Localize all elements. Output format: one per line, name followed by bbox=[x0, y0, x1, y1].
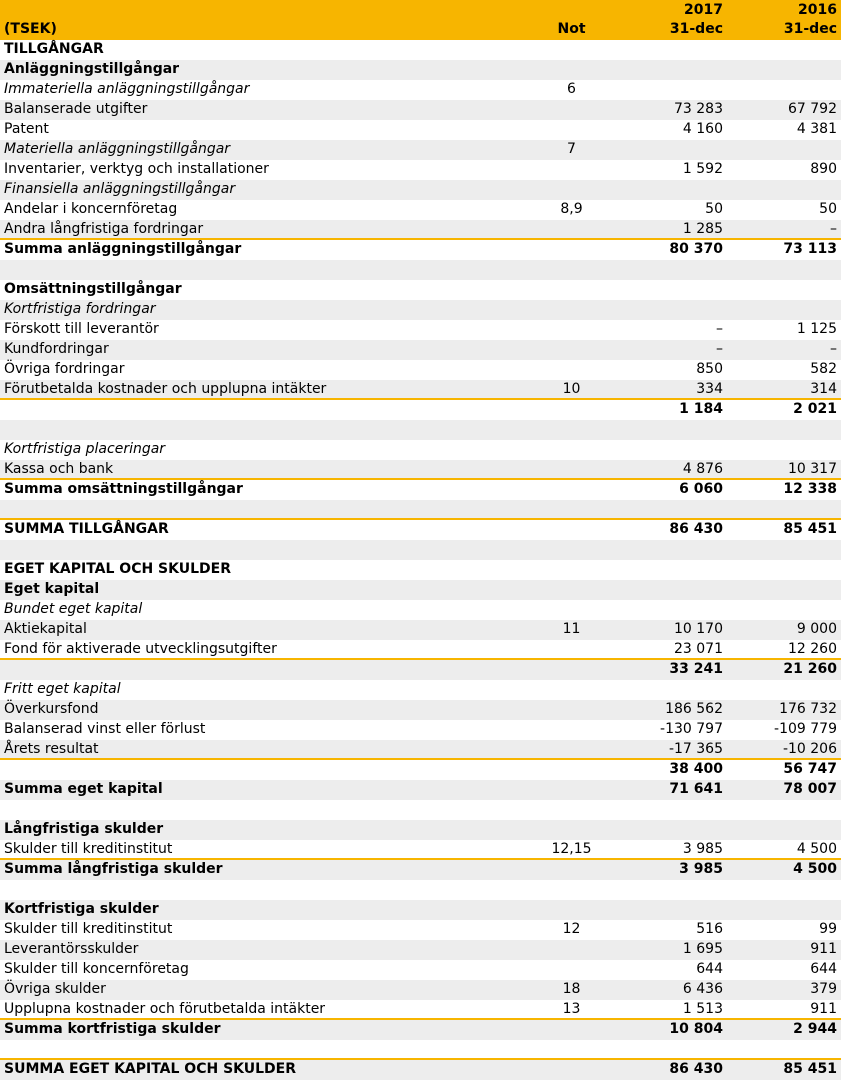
row-value-2016: -10 206 bbox=[782, 741, 837, 757]
table-row bbox=[0, 120, 841, 140]
row-value-2017: 1 184 bbox=[679, 401, 723, 417]
table-row bbox=[0, 700, 841, 720]
row-label: Inventarier, verktyg och installationer bbox=[4, 161, 269, 177]
row-label: Årets resultat bbox=[4, 741, 99, 757]
table-row bbox=[0, 800, 841, 820]
row-value-2017: 23 071 bbox=[674, 641, 723, 657]
table-row bbox=[0, 740, 841, 760]
row-value-2017: 86 430 bbox=[669, 521, 723, 537]
row-value-2016: 314 bbox=[810, 381, 837, 397]
row-value-2017: 4 876 bbox=[682, 461, 723, 477]
row-label: Summa omsättningstillgångar bbox=[4, 481, 243, 497]
row-value-2016: 21 260 bbox=[783, 661, 837, 677]
row-label: Immateriella anläggningstillgångar bbox=[4, 81, 250, 97]
row-note: 7 bbox=[567, 141, 576, 157]
table-row bbox=[0, 440, 841, 460]
row-label: Summa eget kapital bbox=[4, 781, 163, 797]
row-label: SUMMA EGET KAPITAL OCH SKULDER bbox=[4, 1061, 297, 1077]
row-label: EGET KAPITAL OCH SKULDER bbox=[4, 561, 231, 577]
table-row bbox=[0, 40, 841, 60]
row-value-2016: 379 bbox=[810, 981, 837, 997]
row-value-2017: 73 283 bbox=[674, 101, 723, 117]
row-note: 18 bbox=[562, 981, 581, 997]
row-label: Kortfristiga skulder bbox=[4, 901, 159, 917]
row-note: 11 bbox=[562, 621, 581, 637]
table-row bbox=[0, 1020, 841, 1040]
row-label: Skulder till kreditinstitut bbox=[4, 841, 173, 857]
table-header bbox=[0, 0, 841, 40]
row-label: Bundet eget kapital bbox=[4, 601, 143, 617]
row-note: 8,9 bbox=[560, 201, 583, 217]
row-value-2016: 99 bbox=[819, 921, 837, 937]
row-value-2016: 4 500 bbox=[796, 841, 837, 857]
row-note: 12 bbox=[562, 921, 581, 937]
row-value-2017: 71 641 bbox=[669, 781, 723, 797]
row-label: Långfristiga skulder bbox=[4, 821, 164, 837]
table-row bbox=[0, 480, 841, 500]
table-row bbox=[0, 980, 841, 1000]
table-row bbox=[0, 220, 841, 240]
table-row bbox=[0, 100, 841, 120]
row-label: Fritt eget kapital bbox=[4, 681, 121, 697]
table-row bbox=[0, 820, 841, 840]
row-note: 13 bbox=[562, 1001, 581, 1017]
header-note-label: Not bbox=[557, 21, 586, 37]
header-date-2017: 31-dec bbox=[669, 21, 723, 37]
row-label: Materiella anläggningstillgångar bbox=[4, 141, 231, 157]
row-value-2016: – bbox=[830, 341, 837, 357]
row-label: Kassa och bank bbox=[4, 461, 114, 477]
row-label: Övriga skulder bbox=[4, 981, 106, 997]
table-row bbox=[0, 80, 841, 100]
header-year-2017: 2017 bbox=[684, 2, 723, 18]
table-row bbox=[0, 560, 841, 580]
header-unit-label: (TSEK) bbox=[4, 21, 57, 37]
table-row bbox=[0, 580, 841, 600]
row-value-2017: 3 985 bbox=[682, 841, 723, 857]
table-row bbox=[0, 400, 841, 420]
row-label: Överkursfond bbox=[4, 701, 99, 717]
table-row bbox=[0, 860, 841, 880]
row-value-2016: 56 747 bbox=[783, 761, 837, 777]
row-value-2016: 2 021 bbox=[793, 401, 837, 417]
row-label: Andelar i koncernföretag bbox=[4, 201, 178, 217]
row-label: Förskott till leverantör bbox=[4, 321, 159, 337]
row-value-2017: – bbox=[716, 321, 723, 337]
table-row bbox=[0, 920, 841, 940]
row-value-2016: 890 bbox=[810, 161, 837, 177]
row-value-2016: 644 bbox=[810, 961, 837, 977]
table-row bbox=[0, 500, 841, 520]
row-label: Patent bbox=[4, 121, 49, 137]
row-note: 6 bbox=[567, 81, 576, 97]
row-value-2016: 1 125 bbox=[796, 321, 837, 337]
row-value-2016: 85 451 bbox=[783, 521, 837, 537]
row-label: Balanserad vinst eller förlust bbox=[4, 721, 206, 737]
table-row bbox=[0, 540, 841, 560]
table-row bbox=[0, 420, 841, 440]
row-value-2016: 50 bbox=[819, 201, 837, 217]
row-value-2017: 644 bbox=[696, 961, 723, 977]
table-row bbox=[0, 940, 841, 960]
table-row bbox=[0, 1060, 841, 1080]
row-label: Övriga fordringar bbox=[4, 361, 125, 377]
row-label: Andra långfristiga fordringar bbox=[4, 221, 204, 237]
row-value-2016: 911 bbox=[810, 941, 837, 957]
row-value-2017: 38 400 bbox=[669, 761, 723, 777]
row-value-2016: – bbox=[830, 221, 837, 237]
row-note: 12,15 bbox=[551, 841, 592, 857]
row-value-2016: 10 317 bbox=[788, 461, 837, 477]
header-date-2016: 31-dec bbox=[783, 21, 837, 37]
row-value-2017: 10 804 bbox=[669, 1021, 723, 1037]
row-value-2017: 10 170 bbox=[674, 621, 723, 637]
row-value-2017: -130 797 bbox=[660, 721, 723, 737]
row-value-2016: 67 792 bbox=[788, 101, 837, 117]
row-label: Skulder till kreditinstitut bbox=[4, 921, 173, 937]
row-value-2017: 186 562 bbox=[665, 701, 723, 717]
table-row bbox=[0, 880, 841, 900]
row-label: Kortfristiga placeringar bbox=[4, 441, 166, 457]
table-body bbox=[0, 40, 841, 1080]
row-value-2016: 176 732 bbox=[779, 701, 837, 717]
table-row bbox=[0, 1040, 841, 1060]
table-row bbox=[0, 140, 841, 160]
row-label: Finansiella anläggningstillgångar bbox=[4, 181, 236, 197]
row-value-2016: 85 451 bbox=[783, 1061, 837, 1077]
table-row bbox=[0, 160, 841, 180]
table-row bbox=[0, 960, 841, 980]
row-label: Omsättningstillgångar bbox=[4, 281, 182, 297]
row-value-2017: 3 985 bbox=[679, 861, 723, 877]
row-value-2016: 12 338 bbox=[783, 481, 837, 497]
table-row bbox=[0, 240, 841, 260]
row-value-2017: -17 365 bbox=[668, 741, 723, 757]
table-row bbox=[0, 460, 841, 480]
table-row bbox=[0, 840, 841, 860]
table-row bbox=[0, 380, 841, 400]
row-value-2017: 1 695 bbox=[682, 941, 723, 957]
row-value-2017: 1 285 bbox=[682, 221, 723, 237]
table-row bbox=[0, 360, 841, 380]
table-row bbox=[0, 780, 841, 800]
row-value-2017: 86 430 bbox=[669, 1061, 723, 1077]
header-year-2016: 2016 bbox=[798, 2, 837, 18]
row-value-2016: 4 381 bbox=[796, 121, 837, 137]
row-value-2016: 2 944 bbox=[793, 1021, 837, 1037]
table-row bbox=[0, 640, 841, 660]
table-row bbox=[0, 1000, 841, 1020]
table-row bbox=[0, 300, 841, 320]
row-value-2017: 50 bbox=[705, 201, 723, 217]
table-row bbox=[0, 320, 841, 340]
table-row bbox=[0, 180, 841, 200]
row-label: Anläggningstillgångar bbox=[4, 61, 180, 77]
row-label: Fond för aktiverade utvecklingsutgifter bbox=[4, 641, 277, 657]
row-label: Kortfristiga fordringar bbox=[4, 301, 156, 317]
row-value-2017: 850 bbox=[696, 361, 723, 377]
row-label: Summa anläggningstillgångar bbox=[4, 241, 242, 257]
row-value-2017: 6 436 bbox=[682, 981, 723, 997]
row-label: Summa kortfristiga skulder bbox=[4, 1021, 221, 1037]
row-value-2016: 12 260 bbox=[788, 641, 837, 657]
row-value-2017: 1 592 bbox=[682, 161, 723, 177]
table-row bbox=[0, 720, 841, 740]
table-row bbox=[0, 680, 841, 700]
row-label: Eget kapital bbox=[4, 581, 100, 597]
row-value-2017: 1 513 bbox=[682, 1001, 723, 1017]
row-label: Balanserade utgifter bbox=[4, 101, 148, 117]
row-value-2017: 6 060 bbox=[679, 481, 723, 497]
table-row bbox=[0, 280, 841, 300]
row-value-2016: 911 bbox=[810, 1001, 837, 1017]
row-value-2017: 516 bbox=[696, 921, 723, 937]
row-label: Upplupna kostnader och förutbetalda intäkter bbox=[4, 1001, 326, 1017]
row-label: TILLGÅNGAR bbox=[4, 41, 104, 57]
row-value-2016: 582 bbox=[810, 361, 837, 377]
row-value-2016: -109 779 bbox=[774, 721, 837, 737]
row-label: Kundfordringar bbox=[4, 341, 109, 357]
table-row bbox=[0, 760, 841, 780]
row-value-2017: 334 bbox=[696, 381, 723, 397]
table-row bbox=[0, 520, 841, 540]
table-row bbox=[0, 260, 841, 280]
table-row bbox=[0, 340, 841, 360]
row-value-2016: 78 007 bbox=[783, 781, 837, 797]
row-value-2017: – bbox=[716, 341, 723, 357]
row-label: Aktiekapital bbox=[4, 621, 87, 637]
row-label: Skulder till koncernföretag bbox=[4, 961, 189, 977]
table-row bbox=[0, 660, 841, 680]
row-value-2017: 80 370 bbox=[669, 241, 723, 257]
row-value-2017: 4 160 bbox=[682, 121, 723, 137]
table-row bbox=[0, 620, 841, 640]
row-value-2016: 73 113 bbox=[783, 241, 837, 257]
row-label: Summa långfristiga skulder bbox=[4, 861, 223, 877]
table-row bbox=[0, 200, 841, 220]
row-label: Förutbetalda kostnader och upplupna intäkter bbox=[4, 381, 327, 397]
row-value-2017: 33 241 bbox=[669, 661, 723, 677]
table-row bbox=[0, 900, 841, 920]
table-row bbox=[0, 60, 841, 80]
row-note: 10 bbox=[562, 381, 581, 397]
row-label: Leverantörsskulder bbox=[4, 941, 139, 957]
table-row bbox=[0, 600, 841, 620]
row-label: SUMMA TILLGÅNGAR bbox=[4, 521, 169, 537]
row-value-2016: 9 000 bbox=[796, 621, 837, 637]
row-value-2016: 4 500 bbox=[793, 861, 837, 877]
